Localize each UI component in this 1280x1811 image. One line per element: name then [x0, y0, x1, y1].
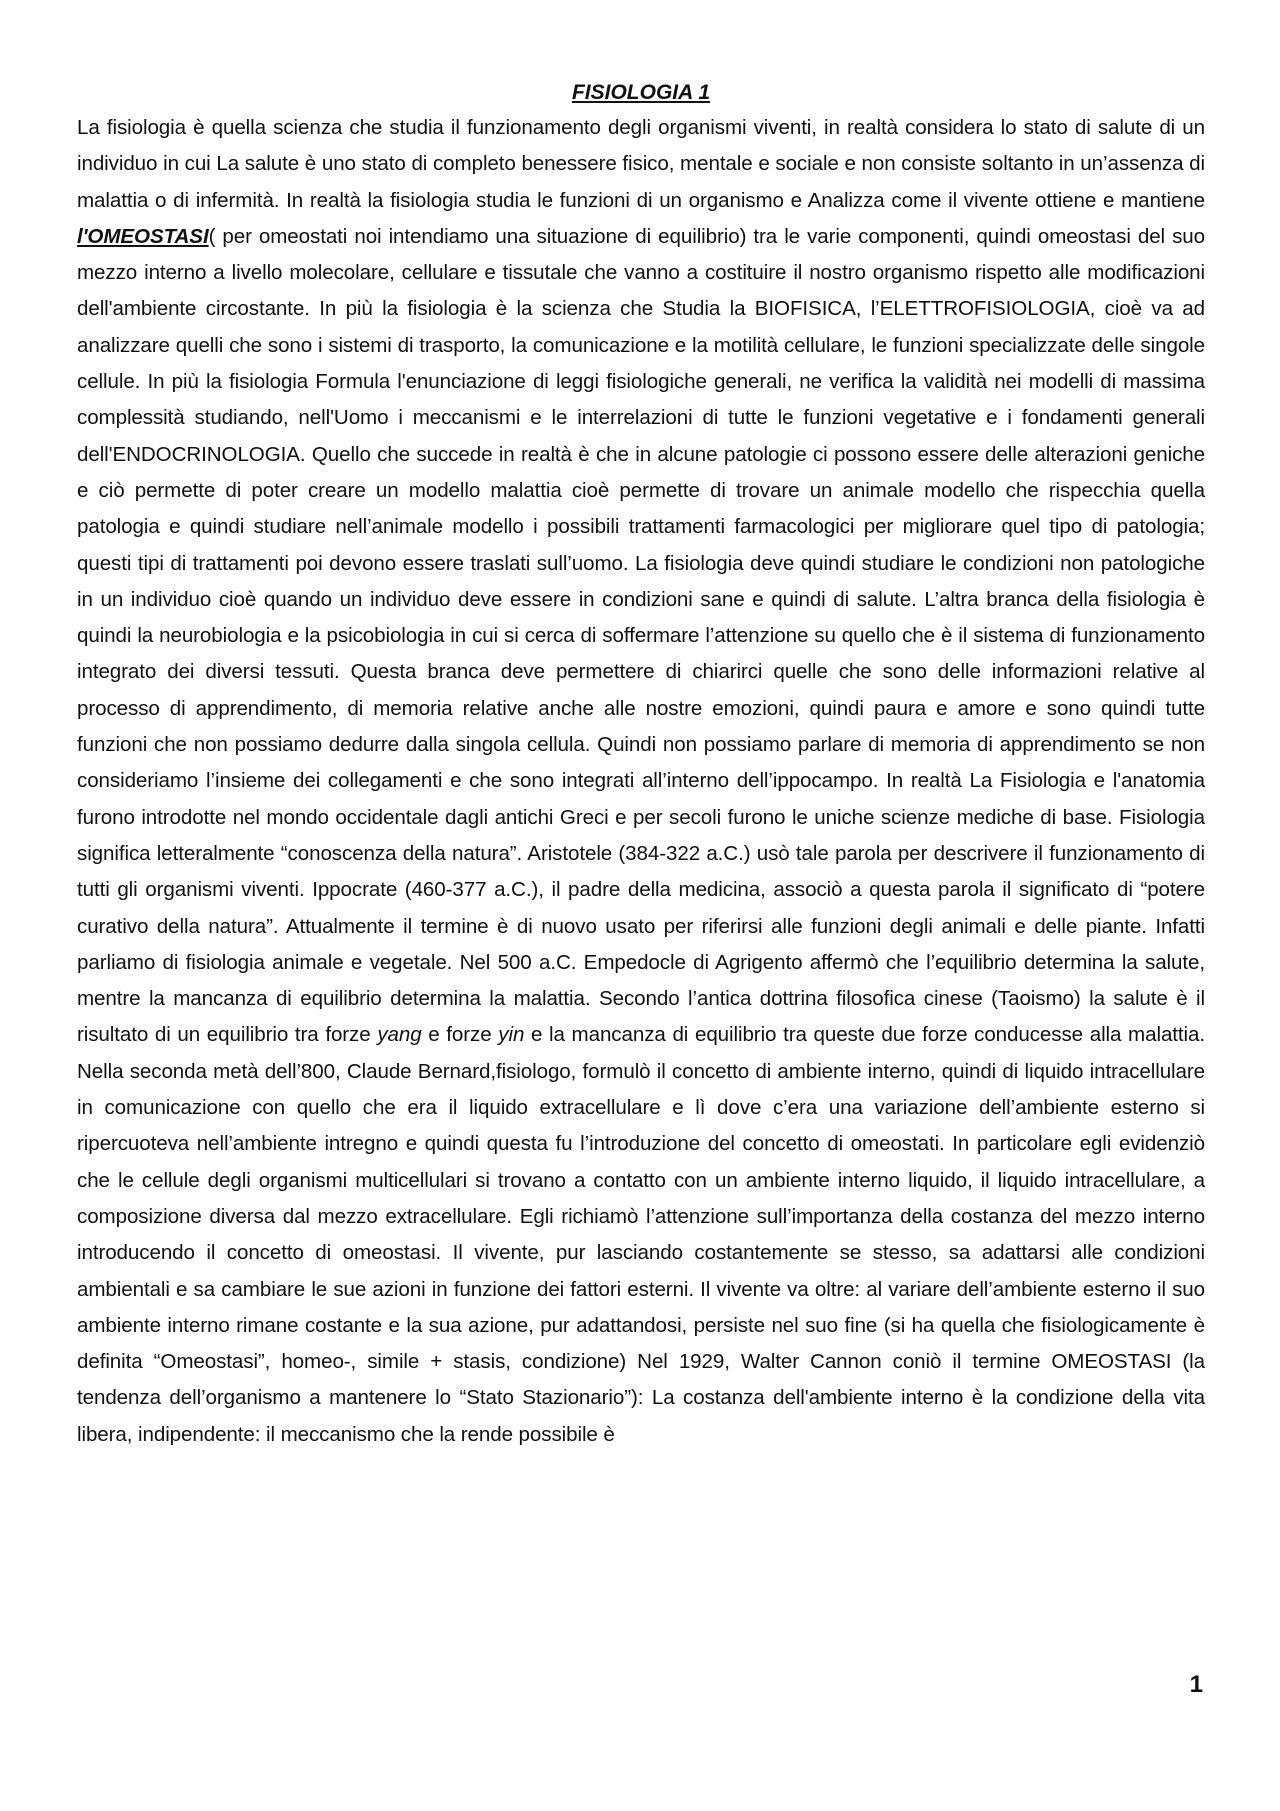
- document-page: [77, 80, 1205, 1453]
- document-title: FISIOLOGIA 1: [571, 81, 711, 104]
- paragraph-text-2: ( per omeostati noi intendiamo una situazione di equilibrio) tra le varie componenti, quindi omeostasi del suo mezzo interno a livello molecolare, cellulare e tissutale che vanno a costituire il nostro organismo rispetto alle modificazioni dell'ambiente circostante. In più la fisiologia è la scienza che Studia la BIOFISICA, l’ELETTROFISIOLOGIA, cioè va ad analizzare quelli che sono i sistemi di trasporto, la comunicazione e la motilità cellulare, le funzioni specializzate delle singole cellule. In più la fisiologia Formula l'enunciazione di leggi fisiologiche generali, ne verifica la validità nei modelli di massima complessità studiando, nell'Uomo i meccanismi e le interrelazioni di tutte le funzioni vegetative e i fondamenti generali dell'ENDOCRINOLOGIA. Quello che succede in realtà è che in alcune patologie ci possono essere delle alterazioni geniche e ciò permette di poter creare un modello malattia cioè permette di trovare un animale modello che rispecchia quella patologia e quindi studiare nell’animale modello i possibili trattamenti farmacologici per migliorare quel tipo di patologia; questi tipi di trattamenti poi devono essere traslati sull’uomo. La fisiologia deve quindi studiare le condizioni non patologiche in un individuo cioè quando un individuo deve essere in condizioni sane e quindi di salute. L’altra branca della fisiologia è quindi la neurobiologia e la psicobiologia in cui si cerca di soffermare l’attenzione su quello che è il sistema di funzionamento integrato dei diversi tessuti. Questa branca deve permettere di chiarirci quelle che sono delle informazioni relative al processo di apprendimento, di memoria relative anche alle nostre emozioni, quindi paura e amore e sono quindi tutte funzioni che non possiamo dedurre dalla singola cellula. Quindi non possiamo parlare di memoria di apprendimento se non consideriamo l’insieme dei collegamenti e che sono integrati all’interno dell’ippocampo. In realtà La Fisiologia e l'anatomia furono introdotte nel mondo occidentale dagli antichi Greci e per secoli furono le uniche scienze mediche di base. Fisiologia significa letteralmente “conoscenza della natura”. Aristotele (384-322 a.C.) usò tale parola per descrivere il funzionamento di tutti gli organismi viventi. Ippocrate (460-377 a.C.), il padre della medicina, associò a questa parola il significato di “potere curativo della natura”. Attualmente il termine è di nuovo usato per riferirsi alle funzioni degli animali e delle piante. Infatti parliamo di fisiologia animale e vegetale. Nel 500 a.C. Empedocle di Agrigento affermò che l’equilibrio determina la salute, mentre la mancanza di equilibrio determina la malattia. Secondo l’antica dottrina filosofica cinese (Taoismo) la salute è il risultato di un equilibrio tra forze: [77, 224, 1205, 1047]
- omeostasi-term: l'OMEOSTASI: [77, 224, 209, 248]
- paragraph-text-1: La fisiologia è quella scienza che studia il funzionamento degli organismi viventi, in realtà considera lo stato di salute di un individuo in cui La salute è uno stato di completo benessere fisico, mentale e sociale e non consiste soltanto in un’assenza di malattia o di infermità. In realtà la fisiologia studia le funzioni di un organismo e Analizza come il vivente ottiene e mantiene: [77, 116, 1205, 212]
- paragraph-text-3: e forze: [421, 1023, 499, 1047]
- paragraph-text-4: e la mancanza di equilibrio tra queste due forze conducesse alla malattia. Nella seconda metà dell’800, Claude Bernard,fisiologo, formulò il concetto di ambiente interno, quindi di liquido intracellulare in comunicazione con quello che era il liquido extracellulare e lì dove c’era una variazione dell’ambiente esterno si ripercuoteva nell’ambiente intregno e quindi questa fu l’introduzione del concetto di omeostati. In particolare egli evidenziò che le cellule degli organismi multicellulari si trovano a contatto con un ambiente interno liquido, il liquido intracellulare, a composizione diversa dal mezzo extracellulare. Egli richiamò l’attenzione sull’importanza della costanza del mezzo interno introducendo il concetto di omeostasi. Il vivente, pur lasciando costantemente se stesso, sa adattarsi alle condizioni ambientali e sa cambiare le sue azioni in funzione dei fattori esterni. Il vivente va oltre: al variare dell’ambiente esterno il suo ambiente interno rimane costante e la sua azione, pur adattandosi, persiste nel suo fine (si ha quella che fisiologicamente è definita “Omeostasi”, homeo-, simile + stasis, condizione) Nel 1929, Walter Cannon coniò il termine OMEOSTASI (la tendenza dell’organismo a mantenere lo “Stato Stazionario”): La costanza dell'ambiente interno è la condizione della vita libera, indipendente: il meccanismo che la rende possibile è: [77, 1023, 1205, 1446]
- page-number: 1: [1189, 1671, 1203, 1698]
- body-paragraph: [77, 110, 1205, 1453]
- yang-word: yang: [377, 1023, 422, 1047]
- yin-word: yin: [498, 1023, 525, 1047]
